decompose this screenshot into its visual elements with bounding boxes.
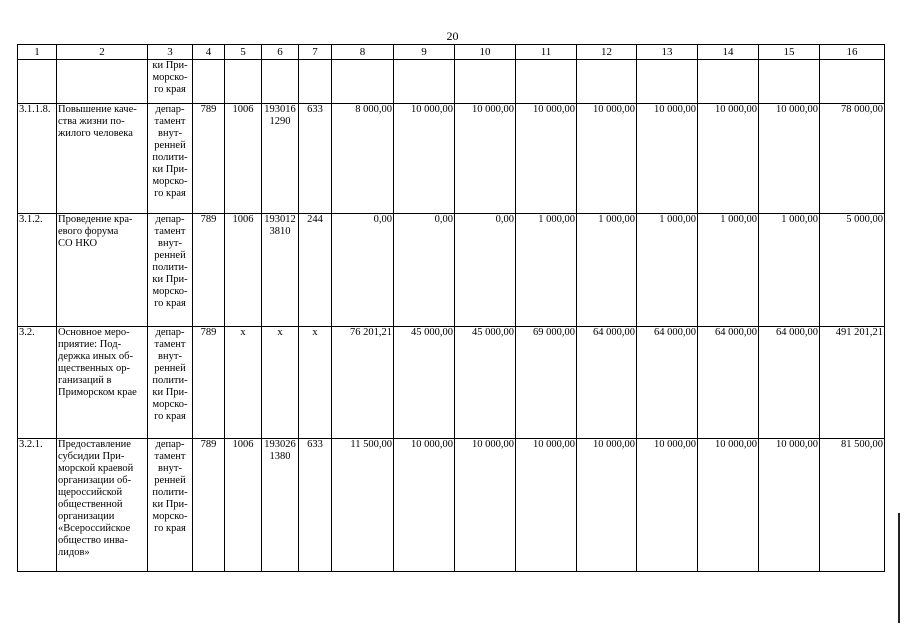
column-header: 14 bbox=[698, 45, 759, 60]
cell-amount: 1 000,00 bbox=[637, 214, 698, 327]
cell-amount bbox=[698, 60, 759, 104]
cell-amount: 10 000,00 bbox=[577, 104, 637, 214]
scan-edge-line bbox=[898, 513, 900, 623]
column-header: 8 bbox=[332, 45, 394, 60]
cell-code: 633 bbox=[299, 104, 332, 214]
cell-code: 1006 bbox=[225, 214, 262, 327]
cell-amount bbox=[637, 60, 698, 104]
cell-item-number: 3.1.1.8. bbox=[18, 104, 57, 214]
cell-department: депар- тамент внут- ренней полити- ки При- морско- го края bbox=[148, 439, 193, 572]
page-number: 20 bbox=[446, 29, 459, 43]
column-header: 12 bbox=[577, 45, 637, 60]
cell-description: Проведение кра- евого форума СО НКО bbox=[57, 214, 148, 327]
column-header: 15 bbox=[759, 45, 820, 60]
cell-amount: 1 000,00 bbox=[698, 214, 759, 327]
cell-description: Основное меро- приятие: Под- держка иных об- щественных ор- ганизаций в Приморском крае bbox=[57, 327, 148, 439]
cell-amount: 491 201,21 bbox=[820, 327, 885, 439]
cell-code: 789 bbox=[193, 439, 225, 572]
cell-code: 193026 1380 bbox=[262, 439, 299, 572]
cell-amount bbox=[516, 60, 577, 104]
column-header: 16 bbox=[820, 45, 885, 60]
cell-amount: 10 000,00 bbox=[394, 439, 455, 572]
cell-code: 789 bbox=[193, 327, 225, 439]
cell-description: Повышение каче- ства жизни по- жилого человека bbox=[57, 104, 148, 214]
cell-code: 633 bbox=[299, 439, 332, 572]
cell-amount: 1 000,00 bbox=[516, 214, 577, 327]
cell-description bbox=[57, 60, 148, 104]
cell-amount: 1 000,00 bbox=[759, 214, 820, 327]
budget-table bbox=[17, 44, 885, 572]
cell-amount: 10 000,00 bbox=[759, 104, 820, 214]
cell-amount bbox=[577, 60, 637, 104]
cell-amount: 69 000,00 bbox=[516, 327, 577, 439]
column-header: 6 bbox=[262, 45, 299, 60]
table-row bbox=[18, 439, 885, 572]
column-header: 11 bbox=[516, 45, 577, 60]
cell-amount: 10 000,00 bbox=[394, 104, 455, 214]
column-header: 3 bbox=[148, 45, 193, 60]
cell-amount: 10 000,00 bbox=[698, 439, 759, 572]
cell-amount: 76 201,21 bbox=[332, 327, 394, 439]
cell-description: Предоставление субсидии При- морской краевой организации об- щероссийской общественной организации «Всероссийское общество инва- лидов» bbox=[57, 439, 148, 572]
cell-code: 193016 1290 bbox=[262, 104, 299, 214]
cell-amount: 64 000,00 bbox=[637, 327, 698, 439]
cell-amount: 10 000,00 bbox=[698, 104, 759, 214]
cell-code: 1006 bbox=[225, 104, 262, 214]
cell-amount: 1 000,00 bbox=[577, 214, 637, 327]
cell-code bbox=[193, 60, 225, 104]
cell-amount bbox=[455, 60, 516, 104]
cell-code: 244 bbox=[299, 214, 332, 327]
cell-code: x bbox=[225, 327, 262, 439]
cell-amount: 78 000,00 bbox=[820, 104, 885, 214]
table-row bbox=[18, 214, 885, 327]
table-row-continuation bbox=[18, 60, 885, 104]
column-header: 4 bbox=[193, 45, 225, 60]
column-header: 7 bbox=[299, 45, 332, 60]
cell-department: ки При- морско- го края bbox=[148, 60, 193, 104]
cell-code: 1006 bbox=[225, 439, 262, 572]
cell-amount bbox=[759, 60, 820, 104]
cell-amount: 10 000,00 bbox=[637, 439, 698, 572]
cell-amount: 0,00 bbox=[394, 214, 455, 327]
cell-amount: 10 000,00 bbox=[516, 104, 577, 214]
column-header: 2 bbox=[57, 45, 148, 60]
cell-item-number bbox=[18, 60, 57, 104]
column-header: 10 bbox=[455, 45, 516, 60]
table-row bbox=[18, 327, 885, 439]
cell-code bbox=[225, 60, 262, 104]
cell-department: депар- тамент внут- ренней полити- ки При- морско- го края bbox=[148, 327, 193, 439]
cell-amount bbox=[394, 60, 455, 104]
cell-amount: 10 000,00 bbox=[455, 104, 516, 214]
cell-amount: 45 000,00 bbox=[394, 327, 455, 439]
cell-item-number: 3.1.2. bbox=[18, 214, 57, 327]
cell-amount: 81 500,00 bbox=[820, 439, 885, 572]
column-header: 9 bbox=[394, 45, 455, 60]
cell-code: 789 bbox=[193, 214, 225, 327]
cell-code: x bbox=[262, 327, 299, 439]
cell-code bbox=[262, 60, 299, 104]
cell-amount: 64 000,00 bbox=[577, 327, 637, 439]
cell-amount: 0,00 bbox=[332, 214, 394, 327]
cell-item-number: 3.2. bbox=[18, 327, 57, 439]
table-row bbox=[18, 104, 885, 214]
cell-amount: 5 000,00 bbox=[820, 214, 885, 327]
column-header: 13 bbox=[637, 45, 698, 60]
cell-amount: 64 000,00 bbox=[698, 327, 759, 439]
column-header: 5 bbox=[225, 45, 262, 60]
column-number-row bbox=[18, 45, 885, 60]
cell-amount: 11 500,00 bbox=[332, 439, 394, 572]
cell-department: депар- тамент внут- ренней полити- ки При- морско- го края bbox=[148, 104, 193, 214]
cell-amount: 45 000,00 bbox=[455, 327, 516, 439]
cell-amount: 8 000,00 bbox=[332, 104, 394, 214]
cell-code: 789 bbox=[193, 104, 225, 214]
cell-code: x bbox=[299, 327, 332, 439]
column-header: 1 bbox=[18, 45, 57, 60]
cell-amount: 10 000,00 bbox=[759, 439, 820, 572]
cell-amount: 10 000,00 bbox=[637, 104, 698, 214]
cell-amount: 10 000,00 bbox=[455, 439, 516, 572]
cell-code bbox=[299, 60, 332, 104]
cell-amount: 64 000,00 bbox=[759, 327, 820, 439]
cell-amount bbox=[820, 60, 885, 104]
cell-code: 193012 3810 bbox=[262, 214, 299, 327]
cell-amount: 0,00 bbox=[455, 214, 516, 327]
cell-item-number: 3.2.1. bbox=[18, 439, 57, 572]
cell-amount: 10 000,00 bbox=[516, 439, 577, 572]
cell-department: депар- тамент внут- ренней полити- ки При- морско- го края bbox=[148, 214, 193, 327]
cell-amount bbox=[332, 60, 394, 104]
cell-amount: 10 000,00 bbox=[577, 439, 637, 572]
